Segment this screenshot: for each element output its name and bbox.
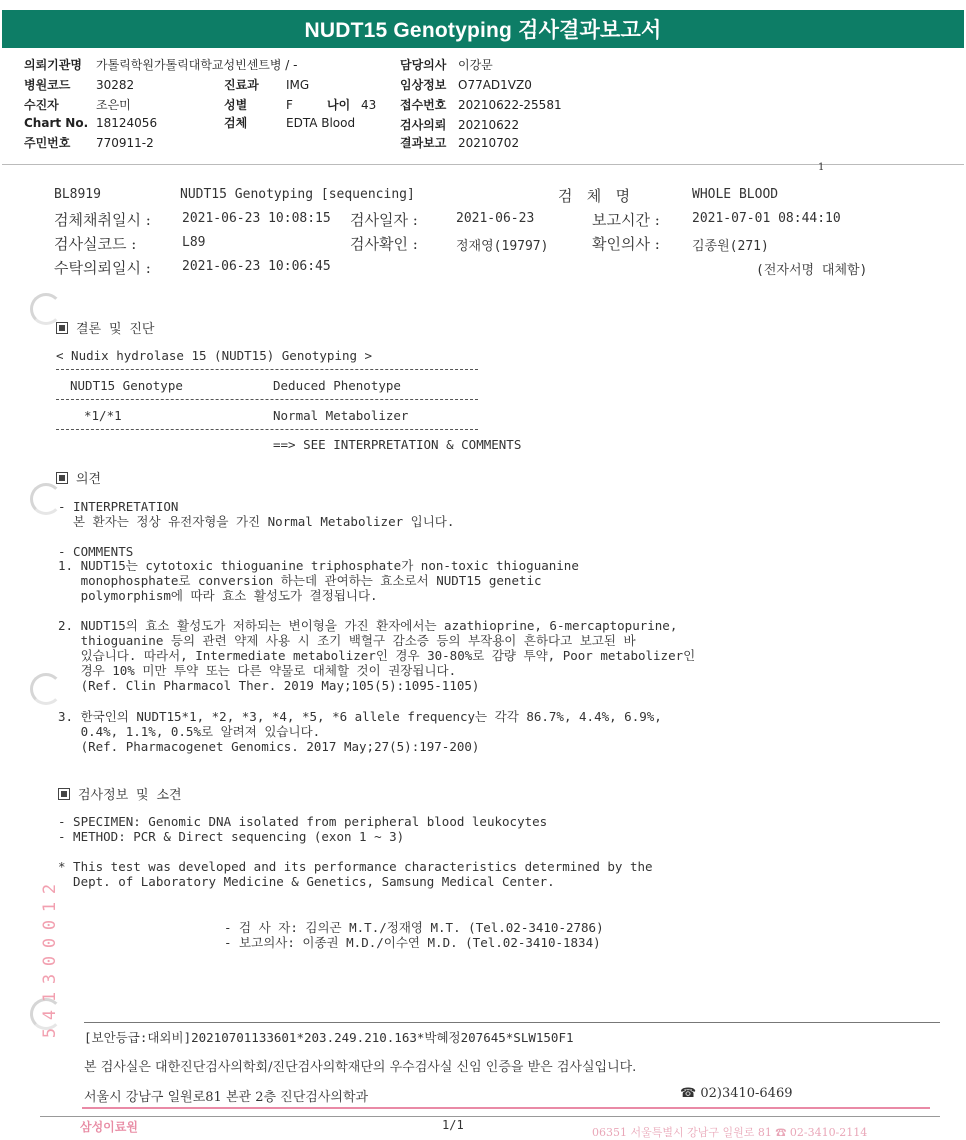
- info-resident-no: 주민번호 770911-2: [24, 136, 154, 150]
- info-receipt-no: 접수번호 20210622-25581: [400, 98, 562, 112]
- report-title-bar: [2, 10, 964, 48]
- room-code-value: L89: [182, 235, 206, 250]
- examiner-line: - 검 사 자: 김의곤 M.T./정재영 M.T. (Tel.02-3410-2786): [224, 920, 604, 935]
- test-code: BL8919: [54, 187, 101, 202]
- confirm-value: 정재영(19797): [456, 239, 549, 254]
- lab-phone: ☎ 02)3410-6469: [680, 1086, 793, 1101]
- info-request-date: 검사의뢰 20210622: [400, 118, 520, 132]
- side-serial-digit: 0: [40, 937, 60, 949]
- report-title: NUDT15 Genotyping 검사결과보고서: [304, 19, 662, 42]
- request-value: 2021-06-23 10:06:45: [182, 259, 331, 274]
- info-specimen: 검체 EDTA Blood: [224, 116, 356, 130]
- info-institution: 의뢰기관명 가톨릭학원가톨릭대학교성빈센트병 / -: [24, 58, 298, 72]
- info-department: 진료과 IMG: [224, 78, 310, 92]
- specimen-description: - SPECIMEN: Genomic DNA isolated from peripheral blood leukocytes: [58, 814, 548, 829]
- collect-value: 2021-06-23 10:08:15: [182, 211, 331, 226]
- bottom-divider: [40, 1116, 940, 1117]
- genotype-table-title: < Nudix hydrolase 15 (NUDT15) Genotyping >: [56, 348, 373, 363]
- side-serial-number: [38, 880, 62, 1042]
- room-code-label: 검사실코드 :: [54, 235, 137, 253]
- esign-note: (전자서명 대체함): [756, 263, 868, 278]
- see-interpretation-note: ==> SEE INTERPRETATION & COMMENTS: [273, 437, 522, 452]
- footer-divider: [84, 1022, 940, 1023]
- info-result-date: 결과보고 20210702: [400, 136, 520, 150]
- col-phenotype-header: Deduced Phenotype: [273, 378, 401, 393]
- info-clinical: 임상정보 O77AD1VZ0: [400, 78, 532, 92]
- side-serial-digit: 4: [40, 1009, 60, 1021]
- page-number: 1/1: [442, 1118, 464, 1132]
- genotype-value: *1/*1: [84, 408, 122, 423]
- info-hospital-code: 병원코드 30282: [24, 78, 135, 92]
- report-time-value: 2021-07-01 08:44:10: [692, 211, 841, 226]
- section-square-icon: [56, 472, 68, 484]
- security-line: [보안등급:대외비]20210701133601*203.249.210.163*박혜정207645*SLW150F1: [84, 1030, 574, 1045]
- side-serial-digit: 2: [40, 883, 60, 895]
- confirm-label: 검사확인 :: [350, 235, 418, 253]
- report-time-label: 보고시간 :: [592, 211, 660, 229]
- side-serial-digit: 5: [40, 1027, 60, 1039]
- section-square-icon: [56, 322, 68, 334]
- patient-info-panel: [2, 52, 964, 165]
- table-divider: [56, 429, 478, 430]
- side-serial-digit: 3: [40, 973, 60, 985]
- address-underline: [82, 1107, 930, 1109]
- doctor-label: 확인의사 :: [592, 235, 660, 253]
- side-serial-digit: 0: [40, 919, 60, 931]
- comment-3: 3. 한국인의 NUDT15*1, *2, *3, *4, *5, *6 allele frequency는 각각 86.7%, 4.4%, 6.9%, 0.4%, 1.1%, 0.5%로 알려져 있습니다. (Ref. Pharmacogenet Genomics. 2017 May;27(5):197-200): [58, 709, 662, 754]
- result-section-title: 결론 및 진단: [56, 318, 154, 337]
- lab-disclaimer: * This test was developed and its performance characteristics determined by the Dept. of Laboratory Medicine & Genetics, Samsung Medical Center.: [58, 859, 653, 889]
- section-square-icon: [58, 788, 70, 800]
- phenotype-value: Normal Metabolizer: [273, 408, 409, 423]
- comments-heading: - COMMENTS: [58, 544, 134, 559]
- method-description: - METHOD: PCR & Direct sequencing (exon 1 ~ 3): [58, 829, 405, 844]
- info-doctor: 담당의사 이강문: [400, 58, 493, 72]
- info-sex: 성별 F: [224, 98, 293, 112]
- info-chart-no: Chart No. 18124056: [24, 116, 158, 130]
- info-age: 나이 43: [327, 98, 377, 112]
- table-divider: [56, 369, 478, 370]
- interpretation-heading: - INTERPRETATION: [58, 499, 179, 514]
- test-date-label: 검사일자 :: [350, 211, 418, 229]
- comment-1: 1. NUDT15는 cytotoxic thioguanine triphosphate가 non-toxic thioguanine monophosphate로 conversion 하는데 관여하는 효소로서 NUDT15 genetic polymorphism에 따라 효소 활성도가 결정됩니다.: [58, 558, 579, 603]
- test-info-section-title: 검사정보 및 소견: [58, 784, 182, 803]
- collect-label: 검체채취일시 :: [54, 211, 151, 229]
- side-serial-digit: 1: [40, 991, 60, 1003]
- info-patient-name: 수진자 조은미: [24, 98, 131, 112]
- interpretation-text: 본 환자는 정상 유전자형을 가진 Normal Metabolizer 입니다.: [58, 514, 455, 529]
- col-genotype-header: NUDT15 Genotype: [70, 378, 183, 393]
- test-date-value: 2021-06-23: [456, 211, 535, 226]
- hospital-address: 06351 서울특별시 강남구 일원로 81 ☎ 02-3410-2114: [592, 1126, 868, 1139]
- test-name: NUDT15 Genotyping [sequencing]: [180, 187, 415, 202]
- specimen-value: WHOLE BLOOD: [692, 187, 779, 202]
- comment-2: 2. NUDT15의 효소 활성도가 저하되는 변이형을 가진 환자에서는 azathioprine, 6-mercaptopurine, thioguanine 등의 관련 약제 사용 시 조기 백혈구 감소증 등의 부작용이 흔하다고 보고된 바 있습니다. 따라서, Intermediate metabolizer인 경우 30-80%로 감량 투약, Poor metabolizer인 경우 10% 미만 투약 또는 다른 약물로 대체할 것이 권장됩니다. (Ref. Clin Pharmacol Ther. 2019 May;105(5):1095-1105): [58, 618, 696, 693]
- opinion-section-title: 의견: [56, 468, 101, 487]
- lab-address: 서울시 강남구 일원로81 본관 2층 진단검사의학과: [84, 1090, 369, 1105]
- certification-note: 본 검사실은 대한진단검사의학회/진단검사의학재단의 우수검사실 신임 인증을 받은 검사실입니다.: [84, 1060, 637, 1075]
- side-serial-digit: 1: [40, 901, 60, 913]
- request-label: 수탁의뢰일시 :: [54, 259, 151, 277]
- side-serial-digit: 0: [40, 955, 60, 967]
- reporter-line: - 보고의사: 이종권 M.D./이수연 M.D. (Tel.02-3410-1834): [224, 935, 601, 950]
- doctor-value: 김종원(271): [692, 239, 769, 254]
- corner-tick: 1: [818, 162, 825, 173]
- specimen-label: 검 체 명: [558, 187, 631, 205]
- table-divider: [56, 399, 478, 400]
- hospital-name: 삼성이료원: [80, 1120, 138, 1134]
